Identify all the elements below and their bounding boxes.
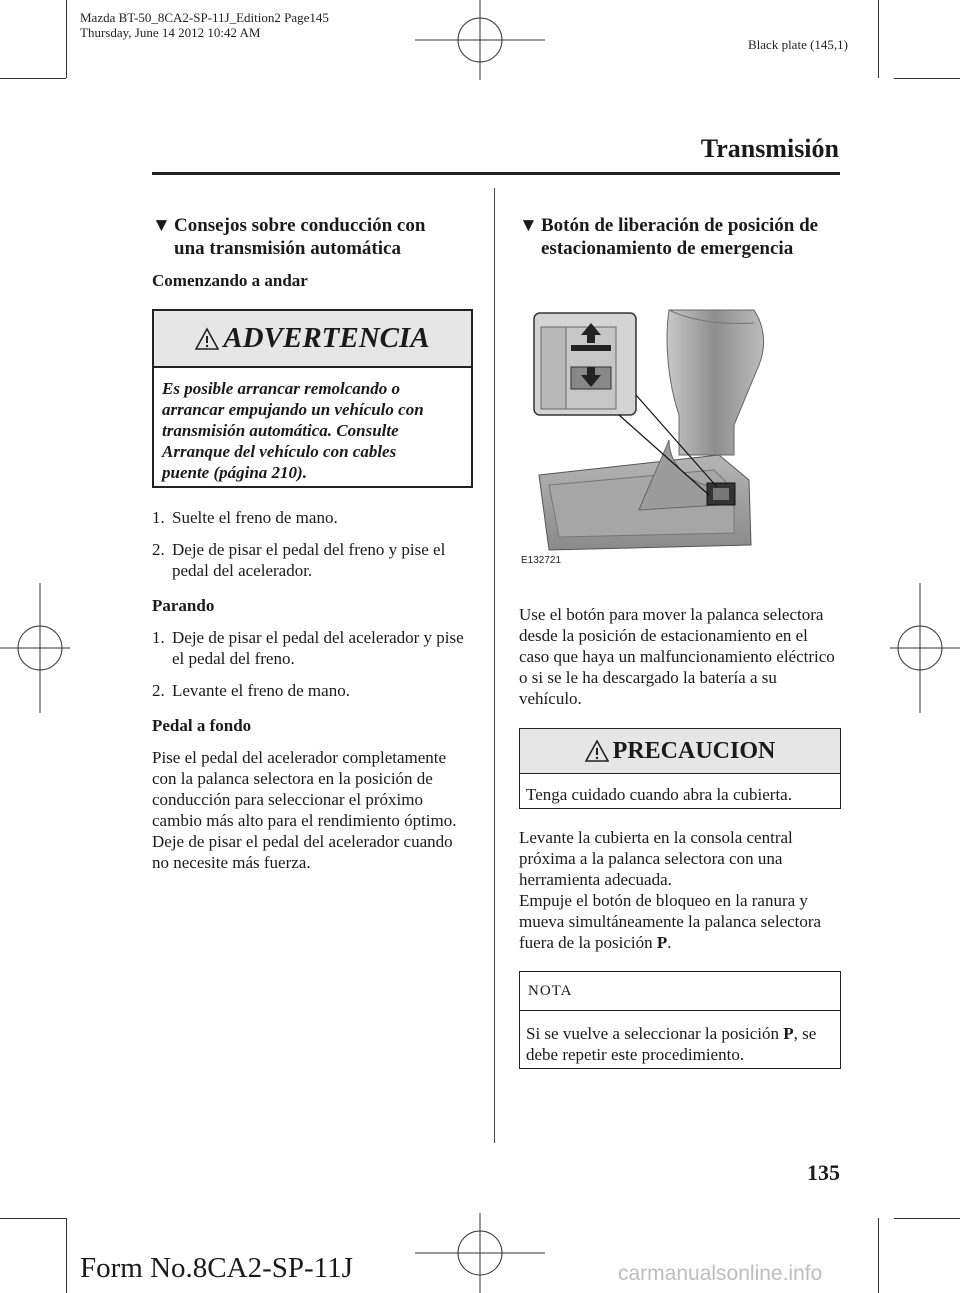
- position-p: P: [656, 933, 668, 952]
- warning-text-line: arrancar empujando un vehículo con: [162, 400, 424, 419]
- list-number: 1.: [152, 508, 165, 527]
- note-text: [520, 1011, 840, 1077]
- left-heading-line2: una transmisión automática: [174, 238, 401, 259]
- left-column-steps: [152, 507, 470, 873]
- right-column-body: [519, 604, 841, 709]
- list-number: 1.: [152, 628, 165, 647]
- subheading-starting: Comenzando a andar: [152, 271, 308, 290]
- warning-box: [152, 309, 473, 488]
- list-text: Deje de pisar el pedal del freno y pise el pedal del acelerador.: [172, 540, 446, 580]
- warning-text-line: puente (página 210).: [162, 463, 307, 482]
- subheading-stopping: Parando: [152, 596, 215, 615]
- warning-body: [154, 368, 471, 493]
- list-text: Suelte el freno de mano.: [172, 508, 338, 527]
- list-number: 2.: [152, 540, 165, 559]
- warning-text-line: Arranque del vehículo con cables: [162, 442, 397, 461]
- intro-paragraph: Use el botón para mover la palanca selectora desde la posición de estacionamiento en el caso que haya un malfuncionamiento eléctrico o si se le ha descargado la batería a su vehículo.: [519, 605, 835, 708]
- list-text: Levante el freno de mano.: [172, 681, 350, 700]
- list-item: [152, 507, 470, 528]
- position-p: P: [783, 1024, 794, 1043]
- right-heading: [519, 214, 841, 260]
- list-item: [152, 627, 470, 669]
- plate-label: Black plate (145,1): [748, 37, 848, 52]
- header-rule: [152, 172, 840, 175]
- warning-triangle-icon: [195, 327, 219, 351]
- figure-code: E132721: [521, 555, 562, 566]
- list-number: 2.: [152, 681, 165, 700]
- note-text-part: , se debe repetir este procedimiento.: [526, 1024, 817, 1064]
- procedure-paragraph-1: Levante la cubierta en la consola central próxima a la palanca selectora con una herramienta adecuada.: [519, 828, 793, 889]
- triangle-down-icon: ▼: [519, 215, 538, 236]
- form-number: Form No.8CA2-SP-11J: [80, 1252, 353, 1284]
- page-number: 135: [807, 1160, 840, 1185]
- list-text: Deje de pisar el pedal del acelerador y pise el pedal del freno.: [172, 628, 464, 668]
- procedure: [519, 827, 841, 953]
- print-meta-line2: Thursday, June 14 2012 10:42 AM: [80, 25, 261, 40]
- registration-mark-right: [890, 583, 960, 713]
- warning-header: [154, 311, 471, 368]
- print-meta-line1: Mazda BT-50_8CA2-SP-11J_Edition2 Page145: [80, 10, 329, 25]
- note-text-part: Si se vuelve a seleccionar la posición: [526, 1024, 784, 1043]
- note-title: NOTA: [520, 972, 840, 1011]
- left-heading: [152, 214, 472, 260]
- procedure-text: Empuje el botón de bloqueo en la ranura y mueva simultáneamente la palanca selectora fuera de la posición: [519, 891, 822, 952]
- list-item: [152, 539, 470, 581]
- right-column: [519, 214, 841, 260]
- caution-box: [519, 728, 841, 809]
- caution-header: [520, 729, 840, 774]
- right-heading-line1: Botón de liberación de posición de: [541, 215, 819, 236]
- caution-text: Tenga cuidado cuando abra la cubierta.: [526, 785, 792, 804]
- left-column: [152, 214, 472, 291]
- right-heading-line2: estacionamiento de emergencia: [541, 238, 794, 259]
- gear-selector-illustration: [519, 305, 779, 570]
- procedure-text: .: [667, 933, 672, 952]
- kickdown-paragraph: Pise el pedal del acelerador completamente con la palanca selectora en la posición de conducción para seleccionar el próximo cambio más alto para el rendimiento óptimo. Deje de pisar el pedal del acelerador cuando no necesite más fuerza.: [152, 748, 457, 872]
- list-item: [152, 680, 470, 701]
- registration-mark-bottom: [415, 1213, 545, 1293]
- registration-mark-left: [0, 583, 70, 713]
- section-title: Transmisión: [700, 134, 839, 163]
- watermark: carmanualsonline.info: [618, 1262, 823, 1285]
- warning-title: ADVERTENCIA: [223, 322, 430, 354]
- registration-mark-top: [415, 0, 545, 80]
- print-meta: [80, 10, 329, 40]
- warning-text-line: Es posible arrancar remolcando o: [162, 379, 401, 398]
- left-heading-line1: Consejos sobre conducción con: [174, 215, 426, 236]
- note-box: [519, 971, 841, 1069]
- procedure-paragraph-2: [519, 890, 841, 953]
- triangle-down-icon: ▼: [152, 215, 171, 236]
- warning-triangle-icon: [585, 739, 609, 763]
- warning-text-line: transmisión automática. Consulte: [162, 421, 399, 440]
- caution-title: PRECAUCION: [612, 737, 776, 764]
- subheading-kickdown: Pedal a fondo: [152, 716, 252, 735]
